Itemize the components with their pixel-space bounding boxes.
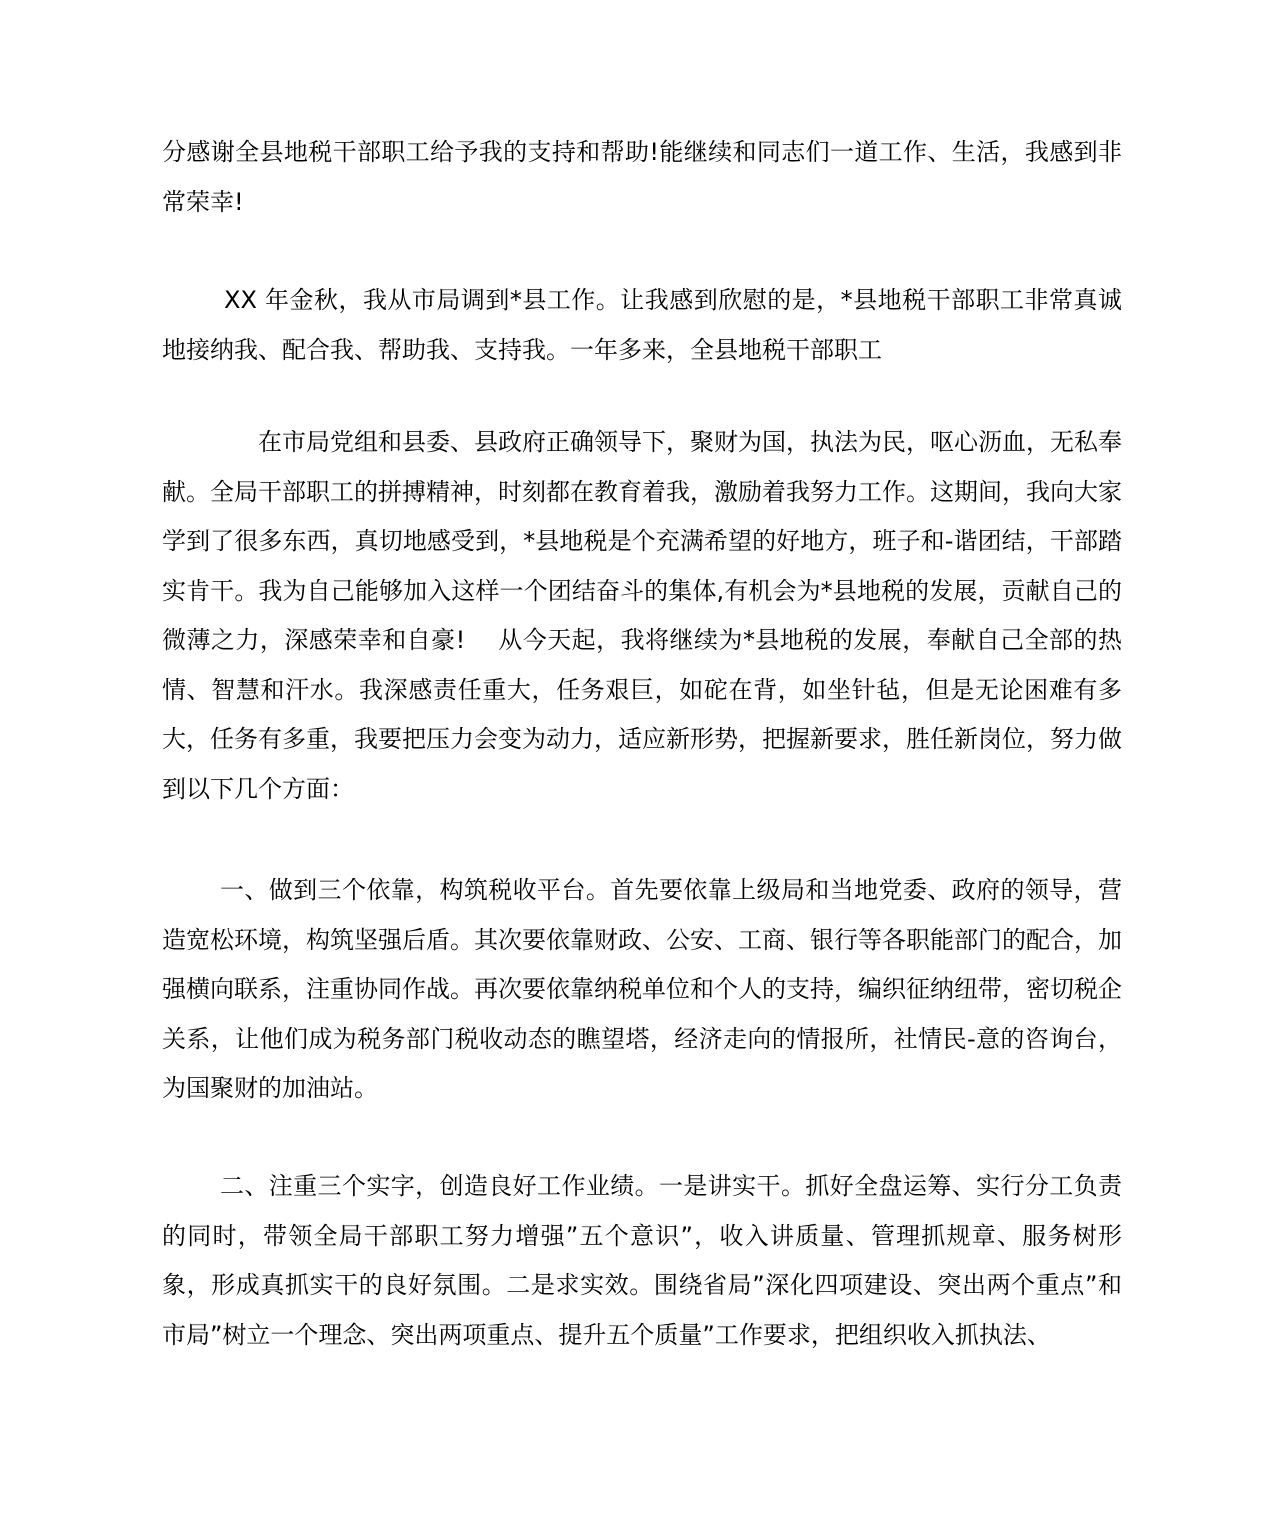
paragraph-point-two: 二、注重三个实字，创造良好工作业绩。一是讲实干。抓好全盘运筹、实行分工负责的同时，带领全局干部职工努力增强”五个意识”，收入讲质量、管理抓规章、服务树形象，形成真抓实干的良好氛围。二是求实效。围绕省局”深化四项建设、突出两个重点”和市局”树立一个理念、突出两项重点、提升五个质量”工作要求，把组织收入抓执法、 <box>162 1172 1122 1349</box>
paragraph-point-one: 一、做到三个依靠，构筑税收平台。首先要依靠上级局和当地党委、政府的领导，营造宽松环境，构筑坚强后盾。其次要依靠财政、公安、工商、银行等各职能部门的配合，加强横向联系，注重协同作战。再次要依靠纳税单位和个人的支持，编织征纳纽带，密切税企关系，让他们成为税务部门税收动态的瞧望塔，经济走向的情报所，社情民-意的咨询台，为国聚财的加油站。 <box>162 876 1122 1102</box>
paragraph-commitment: 在市局党组和县委、县政府正确领导下，聚财为国，执法为民，呕心沥血，无私奉献。全局干部职工的拼搏精神，时刻都在教育着我，激励着我努力工作。这期间，我向大家学到了很多东西，真切地感受到，*县地税是个充满希望的好地方，班子和-谐团结，干部踏实肯干。我为自己能够加入这样一个团结奋斗的集体,有机会为*县地税的发展，贡献自己的微薄之力，深感荣幸和自豪! 从今天起，我将继续为*县地税的发展，奉献自己全部的热情、智慧和汗水。我深感责任重大，任务艰巨，如砣在背，如坐针毡，但是无论困难有多大，任务有多重，我要把压力会变为动力，适应新形势，把握新要求，胜任新岗位，努力做到以下几个方面： <box>162 428 1122 803</box>
paragraph-transfer: XX 年金秋，我从市局调到*县工作。让我感到欣慰的是，*县地税干部职工非常真诚地接纳我、配合我、帮助我、支持我。一年多来，全县地税干部职工 <box>162 286 1122 364</box>
paragraph-thanks: 分感谢全县地税干部职工给予我的支持和帮助!能继续和同志们一道工作、生活，我感到非常荣幸! <box>162 138 1122 216</box>
